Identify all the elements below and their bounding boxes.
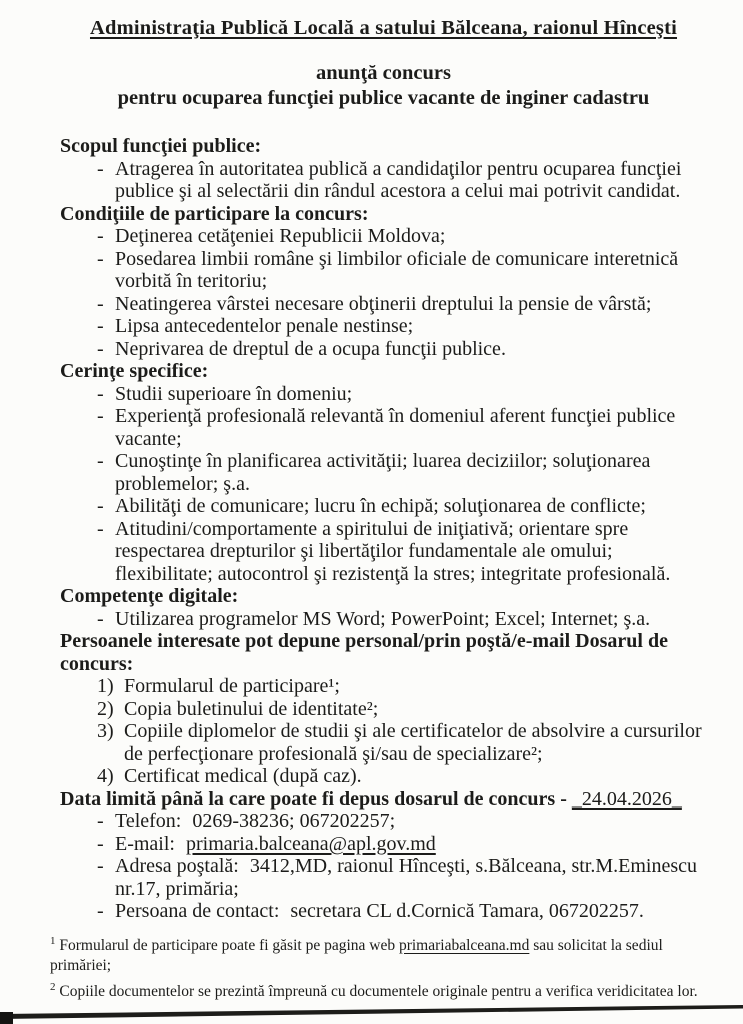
bullet-marker: - xyxy=(97,517,104,540)
list-item-text: Deţinerea cetăţeniei Republicii Moldova; xyxy=(115,225,446,247)
item-number: 4) xyxy=(97,765,114,787)
bullet-marker: - xyxy=(97,157,104,180)
numbered-item xyxy=(60,720,707,765)
footnote-2-marker: 2 xyxy=(50,980,56,993)
list-item-text: Lipsa antecedentelor penale nestinse; xyxy=(115,315,414,337)
numbered-item xyxy=(60,765,707,788)
list-item-text: Neatingerea vârstei necesare obţinerii dreptului la pensie de vârstă; xyxy=(115,292,652,315)
contact-person-value: secretara CL d.Cornică Tamara, 067202257. xyxy=(290,900,644,922)
list-item xyxy=(60,293,707,316)
bullet-marker: - xyxy=(97,832,104,855)
address-label: Adresa poştală: xyxy=(115,855,239,877)
list-item-text: Atitudini/comportamente a spiritului de iniţiativă; orientare spre respectarea drepturilor şi libertăţilor fundamentale ale omului; flexibilitate; autocontrol şi rezistenţă la stres; integritate profesională. xyxy=(115,517,671,585)
subtitle-line-1: anunţă concurs xyxy=(316,62,451,84)
numbered-item xyxy=(60,698,707,721)
section-heading-requirements: Cerinţe specifice: xyxy=(60,360,209,382)
bullet-marker: - xyxy=(97,607,104,630)
document-title: Administraţia Publică Locală a satului Bălceana, raionul Hînceşti xyxy=(89,17,678,39)
footnote-1 xyxy=(50,931,707,977)
list-item-text: Cunoştinţe în planificarea activităţii; luarea deciziilor; soluţionarea problemelor; ş.a. xyxy=(115,450,651,495)
list-item xyxy=(60,608,707,631)
bullet-marker: - xyxy=(97,855,104,877)
item-number: 3) xyxy=(97,720,114,742)
footnote-1-text-tail: sau solicitat la sediul primăriei; xyxy=(50,936,663,975)
document-body xyxy=(60,135,707,923)
numbered-item-text: Certificat medical (după caz). xyxy=(124,765,362,787)
list-item-text: Posedarea limbii române şi limbilor oficiale de comunicare interetnică vorbită în teritoriu; xyxy=(115,247,679,292)
list-item-text: Abilităţi de comunicare; lucru în echipă; soluţionarea de conflicte; xyxy=(115,495,646,517)
bullet-marker: - xyxy=(97,292,104,315)
address-value: 3412,MD, raionul Hînceşti, s.Bălceana, str.M.Eminescu nr.17, primăria; xyxy=(115,855,697,900)
section-heading-conditions: Condiţiile de participare la concurs: xyxy=(60,202,369,225)
list-item xyxy=(60,158,707,203)
list-item-text: Studii superioare în domeniu; xyxy=(115,382,353,405)
contact-item-address xyxy=(60,855,707,900)
deadline-label: Data limită până la care poate fi depus dosarul de concurs - xyxy=(60,787,567,810)
list-item xyxy=(60,405,707,450)
bullet-marker: - xyxy=(97,900,104,922)
deadline-line xyxy=(60,788,707,811)
list-item xyxy=(60,315,707,338)
contact-item-email xyxy=(60,833,707,856)
footnote-1-weblink: primariabalceana.md xyxy=(398,936,530,954)
bullet-marker: - xyxy=(97,315,104,337)
numbered-item-text: Copiile diplomelor de studii şi ale certificatelor de absolvire a cursurilor de perfecţionare profesională şi/sau de specializare²; xyxy=(124,720,702,765)
phone-value: 0269-38236; 067202257; xyxy=(192,810,396,832)
bullet-marker: - xyxy=(97,382,104,405)
subtitle-line-2: pentru ocuparea funcţiei publice vacante de inginer cadastru xyxy=(117,86,650,109)
list-item xyxy=(60,338,707,361)
deadline-date: _24.04.2026_ xyxy=(571,787,682,810)
footnote-2-text: Copiile documentelor se prezintă împreună cu documentele originale pentru a verifica veridicitatea lor. xyxy=(59,982,698,1000)
contact-person-label: Persoana de contact: xyxy=(115,900,280,922)
bullet-marker: - xyxy=(97,247,104,270)
section-heading-digital: Competenţe digitale: xyxy=(60,585,239,607)
list-item-text: Atragerea în autoritatea publică a candidaţilor pentru ocuparea funcţiei publice şi al selectării din rândul acestora a celui mai potrivit candidat. xyxy=(115,157,682,202)
numbered-item xyxy=(60,675,707,698)
list-item xyxy=(60,450,707,495)
item-number: 2) xyxy=(97,697,114,720)
footnote-1-text: Formularul de participare poate fi găsit pe pagina web xyxy=(59,936,399,954)
list-item xyxy=(60,225,707,248)
section-heading-dossier: Persoanele interesate pot depune personal/prin poştă/e-mail Dosarul de concurs: xyxy=(60,630,668,675)
list-item-text: Experienţă profesională relevantă în domeniul aferent funcţiei publice vacante; xyxy=(115,405,676,450)
list-item xyxy=(60,248,707,293)
section-heading-scope: Scopul funcţiei publice: xyxy=(60,135,262,157)
contact-item-phone xyxy=(60,810,707,833)
bullet-marker: - xyxy=(97,405,104,427)
list-item xyxy=(60,495,707,518)
item-number: 1) xyxy=(97,675,114,697)
bullet-marker: - xyxy=(97,225,104,247)
scan-edge-artifact xyxy=(0,994,743,1024)
email-value: primaria.balceana@apl.gov.md xyxy=(185,832,436,855)
list-item xyxy=(60,383,707,406)
bullet-marker: - xyxy=(97,495,104,517)
document-subtitle xyxy=(60,61,707,110)
numbered-item-text: Formularul de participare¹; xyxy=(124,675,340,697)
numbered-item-text: Copia buletinului de identitate²; xyxy=(124,697,379,720)
list-item xyxy=(60,518,707,586)
bullet-marker: - xyxy=(97,337,104,360)
footnote-1-marker: 1 xyxy=(50,934,56,947)
list-item-text: Neprivarea de dreptul de a ocupa funcţii publice. xyxy=(115,337,506,360)
list-item-text: Utilizarea programelor MS Word; PowerPoint; Excel; Internet; ş.a. xyxy=(115,607,651,630)
contact-item-person xyxy=(60,900,707,923)
bullet-marker: - xyxy=(97,450,104,472)
email-label: E-mail: xyxy=(115,832,175,855)
footnotes xyxy=(50,931,707,1003)
phone-label: Telefon: xyxy=(115,810,182,832)
bullet-marker: - xyxy=(97,810,104,832)
